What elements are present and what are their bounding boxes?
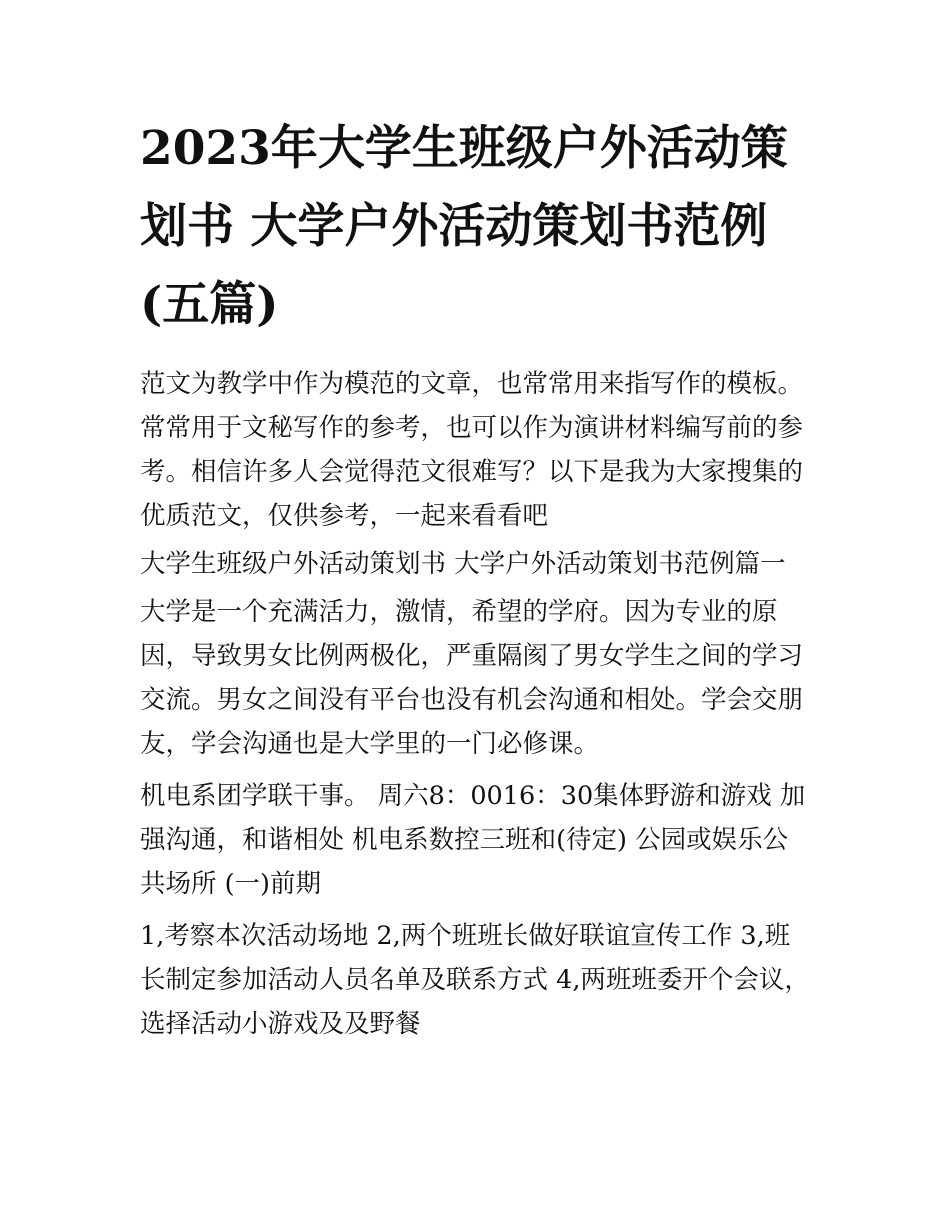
preparation-steps-paragraph: 1,考察本次活动场地 2,两个班班长做好联谊宣传工作 3,班长制定参加活动人员名单及联系方式 4,两班班委开个会议，选择活动小游戏及及野餐 [140, 921, 810, 1039]
activity-info-paragraph: 机电系团学联干事。 周六8：0016：30集体野游和游戏 加强沟通，和谐相处 机电系数控三班和(待定) 公园或娱乐公共场所 (一)前期 [140, 781, 806, 899]
document-title: 2023年大学生班级户外活动策划书 大学户外活动策划书范例(五篇) [140, 121, 788, 332]
intro-paragraph: 范文为教学中作为模范的文章，也常常用来指写作的模板。常常用于文秘写作的参考，也可以作为演讲材料编写前的参考。相信许多人会觉得范文很难写？以下是我为大家搜集的优质范文，仅供参考，一起来看看吧 [140, 369, 804, 531]
document-body [140, 110, 812, 1050]
section-heading: 大学生班级户外活动策划书 大学户外活动策划书范例篇一 [140, 549, 786, 579]
background-paragraph: 大学是一个充满活力，激情，希望的学府。因为专业的原因，导致男女比例两极化，严重隔阂了男女学生之间的学习交流。男女之间没有平台也没有机会沟通和相处。学会交朋友，学会沟通也是大学里的一门必修课。 [140, 597, 804, 759]
